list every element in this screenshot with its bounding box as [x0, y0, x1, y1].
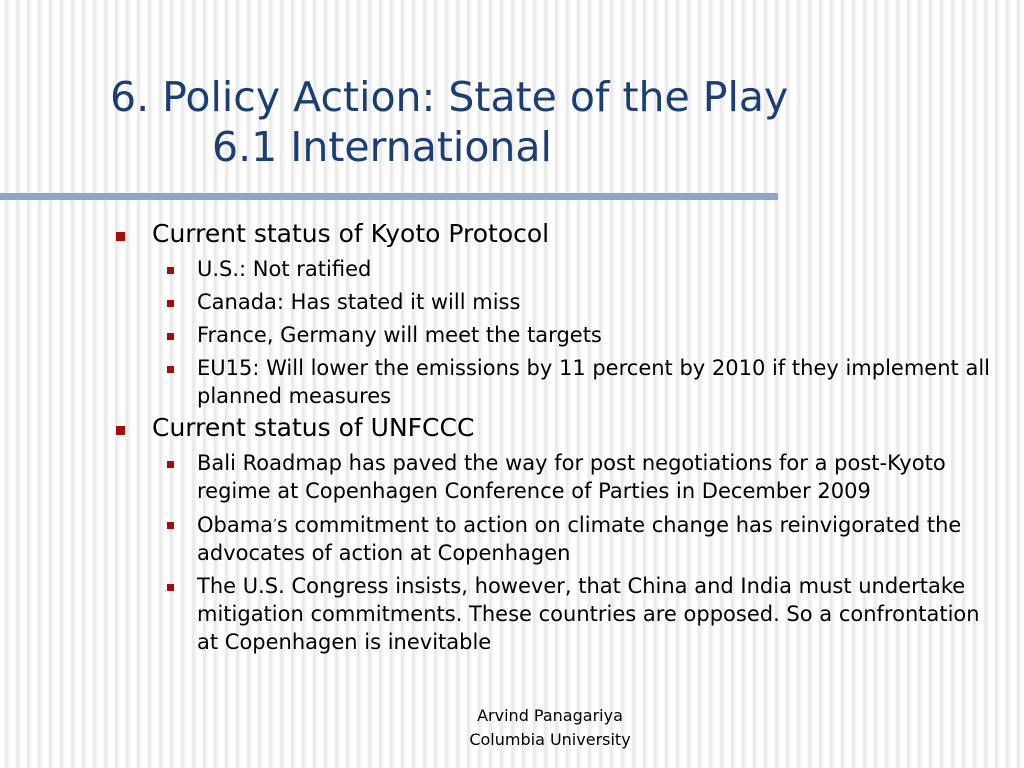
sub-bullet-eu15	[110, 354, 1003, 410]
sub-bullet-canada	[110, 288, 1003, 316]
sub-bullet-us	[110, 255, 1003, 283]
sub-bullet-obama	[110, 510, 1003, 567]
bullet-text: Current status of UNFCCC	[152, 413, 475, 442]
slide-title	[110, 72, 990, 172]
bullet-unfccc-status	[110, 412, 1010, 444]
square-bullet-icon	[167, 300, 174, 307]
title-line-1: 6. Policy Action: State of the Play	[110, 73, 789, 121]
sub-bullet-bali	[110, 449, 1003, 505]
square-bullet-icon	[116, 232, 125, 241]
square-bullet-icon	[167, 584, 174, 591]
sub-bullet-text: EU15: Will lower the emissions by 11 percent by 2010 if they implement all planned measures	[197, 356, 990, 408]
sub-bullet-france-germany	[110, 321, 1003, 349]
bullet-text: Current status of Kyoto Protocol	[152, 219, 550, 248]
bullet-kyoto-status	[110, 218, 1010, 250]
square-bullet-icon	[167, 461, 174, 468]
apostrophe: ’	[273, 517, 277, 531]
sub-bullet-text-start: Obama	[197, 513, 274, 537]
footer-affiliation: Columbia University	[469, 730, 631, 749]
sub-bullet-text-end: s commitment to action on climate change has reinvigorated the advocates of action at Copenhagen	[197, 513, 962, 565]
square-bullet-icon	[167, 522, 174, 529]
slide-footer	[430, 704, 670, 752]
bullet-list	[110, 216, 1010, 656]
square-bullet-icon	[116, 426, 125, 435]
sub-bullet-text: Bali Roadmap has paved the way for post negotiations for a post-Kyoto regime at Copenhagen Conference of Parties in December 2009	[197, 451, 946, 503]
sub-bullet-text: Canada: Has stated it will miss	[197, 290, 521, 314]
footer-author: Arvind Panagariya	[477, 706, 623, 725]
sub-bullet-text: U.S.: Not ratified	[197, 257, 372, 281]
sub-bullet-congress	[110, 572, 1003, 656]
square-bullet-icon	[167, 366, 174, 373]
sub-bullet-text: France, Germany will meet the targets	[197, 323, 602, 347]
title-line-2: 6.1 International	[212, 123, 552, 171]
title-divider	[0, 193, 778, 200]
square-bullet-icon	[167, 333, 174, 340]
square-bullet-icon	[167, 267, 174, 274]
sub-bullet-text: The U.S. Congress insists, however, that China and India must undertake mitigation commitments. These countries are opposed. So a confrontation at Copenhagen is inevitable	[197, 574, 980, 654]
